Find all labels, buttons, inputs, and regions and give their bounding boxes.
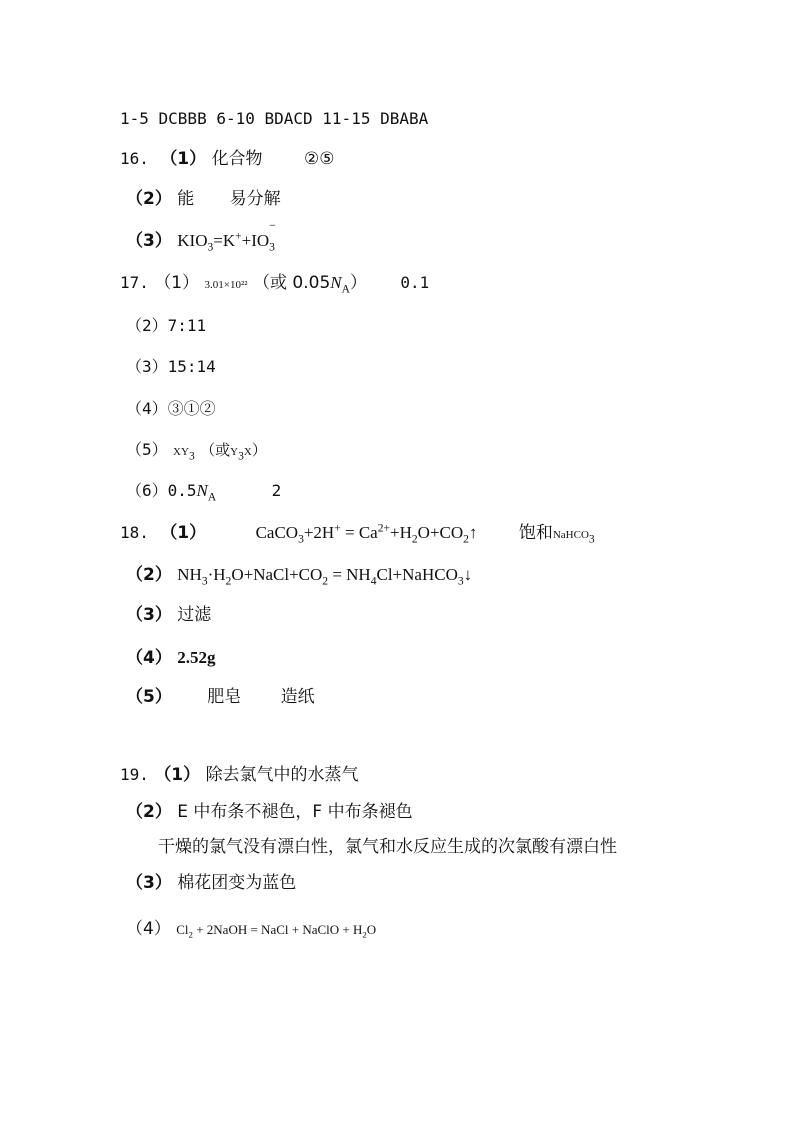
q18-p3-label: （3） [126, 605, 172, 625]
q19-p2-label: （2） [126, 802, 172, 822]
q18-part3 [126, 604, 211, 626]
q19-p4-label: （4） [126, 919, 171, 939]
q18-p1-equation: CaCO$_3$+2H+ = $Ca^{2+}+H_2O+CO_2↑$ [255, 521, 478, 546]
q19-p1-label: （1） [154, 765, 201, 785]
q19-p2-explanation: 干燥的氯气没有漂白性，氯气和水反应生成的次氯酸有漂白性 [158, 837, 617, 857]
q19-number: 19. [120, 765, 149, 784]
q19-p2-answer-a: E 中布条不褪色，F 中布条褪色 [177, 802, 413, 822]
q17-p6-label: （6） [126, 481, 168, 500]
q19-p3-answer: 棉花团变为蓝色 [177, 873, 297, 893]
q16-part2 [126, 188, 281, 210]
q18-p2-equation: $NH_3\cdot H_2O+NaCl+CO_2$ = $NH_4Cl+NaHCO_3↓$ [177, 565, 473, 588]
q17-p5-b: Y [230, 446, 239, 458]
q17-p6-na-sub: A [207, 490, 217, 504]
q19-part2 [126, 801, 413, 823]
q17-p1-na: N [330, 273, 342, 292]
q18-p4-answer: 2.52g [177, 648, 216, 667]
q17-number: 17. [120, 273, 149, 292]
q17-part3: （3）15:14 [126, 357, 216, 376]
q18-number: 18. [120, 523, 149, 542]
q18-part4 [126, 647, 216, 669]
q16-part3 [126, 219, 276, 254]
q18-p2-label: （2） [126, 565, 172, 585]
q17-p6-a: 0.5 [167, 481, 197, 500]
q16-p1-label: （1） [160, 149, 207, 169]
q17-p6-b: 2 [271, 481, 282, 500]
q18-p4-label: （4） [126, 648, 172, 668]
q17-p1-label: （1） [154, 273, 200, 293]
q19-part3 [126, 872, 296, 894]
q17-part2: （2）7:11 [126, 316, 207, 335]
q16-part1 [120, 148, 334, 170]
q16-p2-answer-b: 易分解 [229, 189, 281, 209]
q16-p3-label: （3） [126, 231, 172, 251]
q19-p4-equation: $Cl_2$ + 2NaOH = NaCl + NaClO + $H_2O$ [176, 922, 377, 940]
q16-p1-choice: ②⑤ [303, 149, 335, 169]
q16-p2-answer-a: 能 [177, 189, 195, 209]
q17-part4: （4）③①② [126, 399, 216, 418]
q17-p5-close: ） [251, 441, 267, 459]
q16-number: 16. [120, 149, 149, 168]
q18-p5-answer-b: 造纸 [280, 687, 315, 707]
multiple-choice-answers: 1-5 DCBBB 6-10 BDACD 11-15 DBABA [120, 109, 429, 128]
q19-part4 [126, 918, 376, 941]
q17-part6 [126, 480, 281, 502]
q17-p1-na-sub: A [341, 282, 350, 296]
q17-p1-alt-open: （或 0.05 [253, 273, 331, 293]
q17-p6-na: N [196, 481, 208, 500]
q19-part1 [120, 764, 359, 786]
q19-p1-answer: 除去氯气中的水蒸气 [205, 765, 359, 785]
q16-p3-equation: $KIO_3=K^++IO$ − $_3$ [177, 219, 276, 254]
q18-p3-answer: 过滤 [177, 605, 212, 625]
q17-p1-answer-b: 0.1 [400, 273, 430, 292]
q17-p5-a: XY [173, 446, 189, 458]
q18-p1-answer-b: 饱和 [518, 523, 553, 543]
q16-p1-answer: 化合物 [211, 149, 263, 169]
q17-part1 [120, 272, 429, 296]
q17-p1-value: 3.01×10²² [204, 279, 248, 291]
q19-p3-label: （3） [126, 873, 172, 893]
q17-p5-or: （或 [200, 441, 231, 459]
q18-p1-answer-b2: NaHCO [552, 529, 589, 541]
q18-part1 [120, 522, 595, 546]
q18-part5 [126, 686, 315, 708]
q17-p5-b-sub: 3 [238, 449, 244, 463]
q18-p5-label: （5） [126, 687, 172, 707]
q17-p5-b2: X [243, 446, 252, 458]
q18-p1-answer-b2-sub: 3 [588, 532, 595, 546]
q17-p5-a-sub: 3 [188, 449, 195, 463]
q18-part2 [126, 564, 472, 586]
q18-p5-answer-a: 肥皂 [207, 687, 242, 707]
q17-p1-alt-close: ） [349, 273, 367, 293]
q17-part5 [126, 439, 267, 463]
q16-p2-label: （2） [126, 189, 172, 209]
q17-p5-label: （5） [126, 440, 168, 459]
q18-p1-label: （1） [160, 523, 207, 543]
